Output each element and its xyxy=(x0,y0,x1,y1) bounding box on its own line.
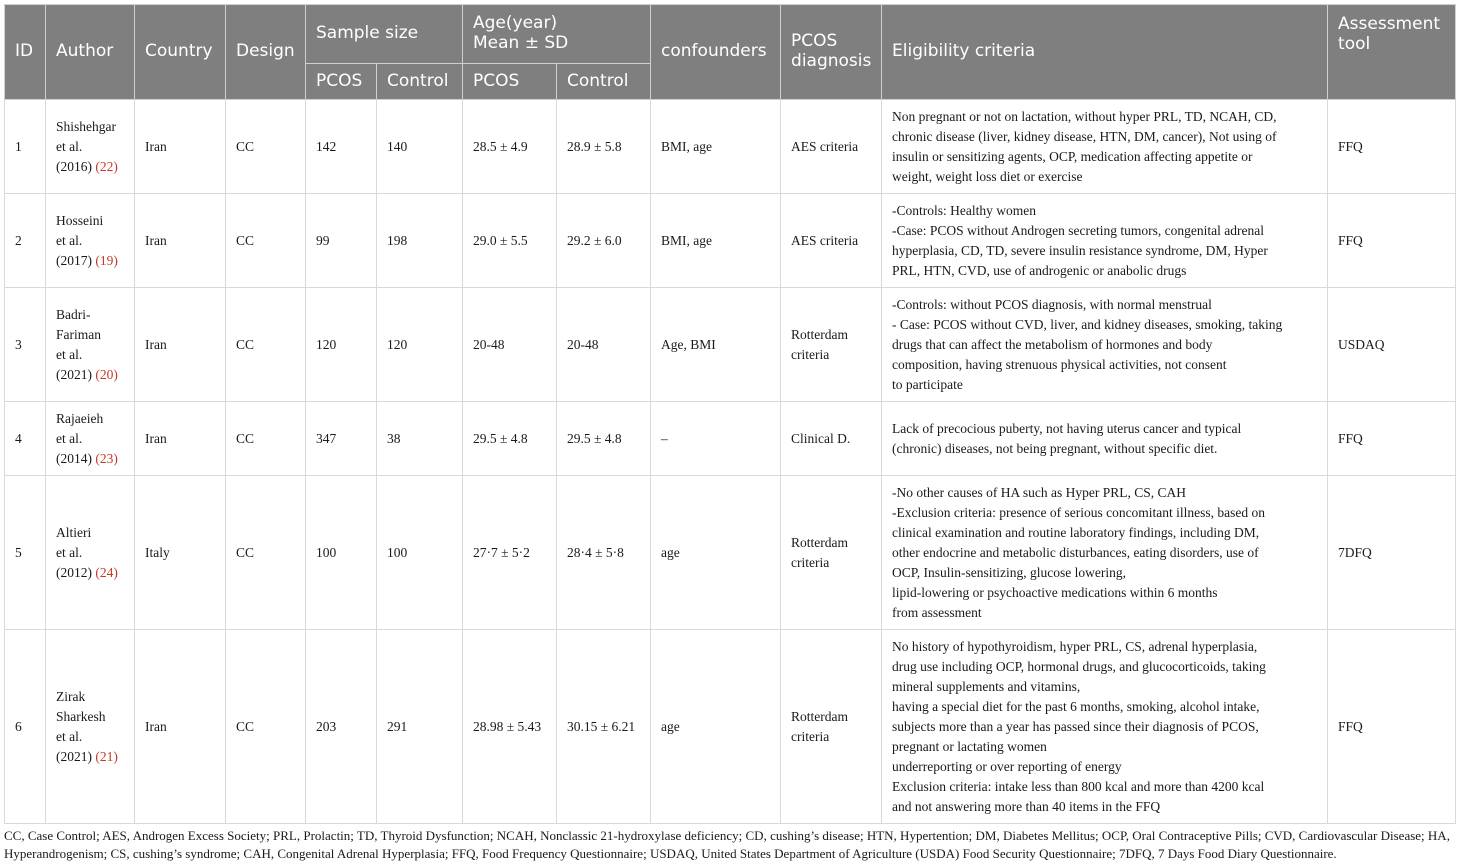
author-line xyxy=(56,687,124,707)
cell-age-control: 20-48 xyxy=(557,288,651,402)
diagnosis-line: Clinical D. xyxy=(791,430,851,446)
cell-pcos-diagnosis xyxy=(781,194,882,288)
cell-age-pcos: 29.0 ± 5.5 xyxy=(463,194,557,288)
author-text: Sharkesh xyxy=(56,708,106,724)
criteria-line: and not answering more than 40 items in the FFQ xyxy=(892,798,1161,814)
cell-design: CC xyxy=(226,100,306,194)
criteria-line: -Controls: Healthy women xyxy=(892,202,1037,218)
table-row xyxy=(5,476,1456,630)
criteria-line: hyperplasia, CD, TD, severe insulin resistance syndrome, DM, Hyper xyxy=(892,242,1268,258)
cell-country: Italy xyxy=(135,476,226,630)
col-header-id: ID xyxy=(5,5,46,100)
reference-link[interactable]: (24) xyxy=(95,564,118,580)
cell-assessment-tool: FFQ xyxy=(1328,402,1456,476)
diagnosis-line: Rotterdam xyxy=(791,326,849,342)
author-line xyxy=(56,523,124,543)
cell-eligibility xyxy=(882,476,1328,630)
cell-id: 3 xyxy=(5,288,46,402)
author-text: Zirak xyxy=(56,688,86,704)
criteria-line: subjects more than a year has passed since their diagnosis of PCOS, xyxy=(892,718,1259,734)
col-header-sample-size: Sample size xyxy=(306,5,463,64)
table-row xyxy=(5,402,1456,476)
criteria-line: lipid-lowering or psychoactive medications within 6 months xyxy=(892,584,1218,600)
author-text: (2014) xyxy=(56,450,92,466)
criteria-line: - Case: PCOS without CVD, liver, and kidney diseases, smoking, taking xyxy=(892,316,1283,332)
author-line xyxy=(56,305,124,325)
criteria-line: chronic disease (liver, kidney disease, HTN, DM, cancer), Not using of xyxy=(892,128,1277,144)
cell-age-control: 30.15 ± 6.21 xyxy=(557,630,651,824)
cell-sample-pcos: 99 xyxy=(306,194,377,288)
criteria-line: -Exclusion criteria: presence of serious concomitant illness, based on xyxy=(892,504,1266,520)
col-header-age-control: Control xyxy=(557,64,651,100)
diagnosis-line: Rotterdam xyxy=(791,534,849,550)
diagnosis-line: criteria xyxy=(791,554,830,570)
author-line xyxy=(56,747,124,767)
cell-country: Iran xyxy=(135,630,226,824)
cell-author xyxy=(46,288,135,402)
criteria-line: -Case: PCOS without Androgen secreting tumors, congenital adrenal xyxy=(892,222,1264,238)
author-line xyxy=(56,409,124,429)
criteria-line: drug use including OCP, hormonal drugs, and glucocorticoids, taking xyxy=(892,658,1266,674)
cell-assessment-tool: 7DFQ xyxy=(1328,476,1456,630)
criteria-line: from assessment xyxy=(892,604,982,620)
cell-sample-pcos: 100 xyxy=(306,476,377,630)
cell-age-pcos: 29.5 ± 4.8 xyxy=(463,402,557,476)
col-header-sample-pcos: PCOS xyxy=(306,64,377,100)
cell-assessment-tool: FFQ xyxy=(1328,630,1456,824)
cell-author xyxy=(46,100,135,194)
cell-author xyxy=(46,476,135,630)
criteria-line: -Controls: without PCOS diagnosis, with normal menstrual xyxy=(892,296,1212,312)
diagnosis-line: criteria xyxy=(791,346,830,362)
author-line xyxy=(56,543,124,563)
cell-age-pcos: 28.98 ± 5.43 xyxy=(463,630,557,824)
cell-country: Iran xyxy=(135,402,226,476)
table-row xyxy=(5,100,1456,194)
diag-header-line1: PCOS xyxy=(791,31,838,52)
author-text: (2017) xyxy=(56,252,92,268)
cell-age-control: 29.2 ± 6.0 xyxy=(557,194,651,288)
cell-id: 2 xyxy=(5,194,46,288)
cell-id: 1 xyxy=(5,100,46,194)
cell-pcos-diagnosis xyxy=(781,288,882,402)
diagnosis-line: criteria xyxy=(791,728,830,744)
cell-eligibility xyxy=(882,630,1328,824)
col-header-age-pcos: PCOS xyxy=(463,64,557,100)
col-header-confounders: confounders xyxy=(651,5,781,100)
criteria-line: weight, weight loss diet or exercise xyxy=(892,168,1083,184)
cell-country: Iran xyxy=(135,194,226,288)
cell-age-pcos: 20-48 xyxy=(463,288,557,402)
cell-confounders: BMI, age xyxy=(651,100,781,194)
author-text: Badri- xyxy=(56,306,91,322)
author-line xyxy=(56,211,124,231)
cell-sample-pcos: 142 xyxy=(306,100,377,194)
reference-link[interactable]: (19) xyxy=(95,252,118,268)
criteria-line: mineral supplements and vitamins, xyxy=(892,678,1081,694)
author-text: et al. xyxy=(56,728,83,744)
criteria-line: No history of hypothyroidism, hyper PRL, CS, adrenal hyperplasia, xyxy=(892,638,1258,654)
author-text: Fariman xyxy=(56,326,101,342)
cell-eligibility xyxy=(882,288,1328,402)
cell-sample-control: 120 xyxy=(377,288,463,402)
author-text: Hosseini xyxy=(56,212,104,228)
author-text: et al. xyxy=(56,346,83,362)
author-text: (2016) xyxy=(56,158,92,174)
author-line xyxy=(56,429,124,449)
diagnosis-line: Rotterdam xyxy=(791,708,849,724)
col-header-eligibility: Eligibility criteria xyxy=(882,5,1328,100)
criteria-line: Exclusion criteria: intake less than 800 kcal and more than 4200 kcal xyxy=(892,778,1265,794)
cell-design: CC xyxy=(226,194,306,288)
author-text: Altieri xyxy=(56,524,92,540)
cell-confounders: BMI, age xyxy=(651,194,781,288)
criteria-line: having a special diet for the past 6 months, smoking, alcohol intake, xyxy=(892,698,1260,714)
cell-confounders: – xyxy=(651,402,781,476)
cell-age-control: 28.9 ± 5.8 xyxy=(557,100,651,194)
reference-link[interactable]: (20) xyxy=(95,366,118,382)
criteria-line: clinical examination and routine laboratory findings, including DM, xyxy=(892,524,1260,540)
author-line xyxy=(56,117,124,137)
author-text: et al. xyxy=(56,544,83,560)
table-row xyxy=(5,288,1456,402)
cell-id: 6 xyxy=(5,630,46,824)
cell-sample-control: 100 xyxy=(377,476,463,630)
cell-sample-control: 38 xyxy=(377,402,463,476)
cell-design: CC xyxy=(226,630,306,824)
cell-assessment-tool: FFQ xyxy=(1328,100,1456,194)
author-text: (2012) xyxy=(56,564,92,580)
criteria-line: underreporting or over reporting of energy xyxy=(892,758,1122,774)
cell-assessment-tool: FFQ xyxy=(1328,194,1456,288)
criteria-line: drugs that can affect the metabolism of hormones and body xyxy=(892,336,1213,352)
cell-age-control: 28·4 ± 5·8 xyxy=(557,476,651,630)
cell-pcos-diagnosis xyxy=(781,100,882,194)
author-line xyxy=(56,365,124,385)
cell-sample-control: 140 xyxy=(377,100,463,194)
cell-eligibility xyxy=(882,402,1328,476)
cell-age-pcos: 27·7 ± 5·2 xyxy=(463,476,557,630)
cell-sample-pcos: 347 xyxy=(306,402,377,476)
author-line xyxy=(56,449,124,469)
cell-country: Iran xyxy=(135,100,226,194)
reference-link[interactable]: (21) xyxy=(95,748,118,764)
diag-header-line2: diagnosis xyxy=(791,51,872,71)
criteria-line: Lack of precocious puberty, not having uterus cancer and typical xyxy=(892,420,1242,436)
author-line xyxy=(56,251,124,271)
author-text: (2021) xyxy=(56,748,92,764)
col-header-age xyxy=(463,5,651,64)
cell-confounders: age xyxy=(651,476,781,630)
cell-author xyxy=(46,402,135,476)
tool-header-line2: tool xyxy=(1338,33,1371,54)
cell-eligibility xyxy=(882,194,1328,288)
author-line xyxy=(56,727,124,747)
age-header-line1: Age(year) xyxy=(473,13,558,34)
cell-sample-control: 291 xyxy=(377,630,463,824)
criteria-line: OCP, Insulin-sensitizing, glucose lowering, xyxy=(892,564,1127,580)
criteria-line: -No other causes of HA such as Hyper PRL, CS, CAH xyxy=(892,484,1186,500)
criteria-line: insulin or sensitizing agents, OCP, medication affecting appetite or xyxy=(892,148,1253,164)
author-line xyxy=(56,563,124,583)
criteria-line: composition, having strenuous physical activities, not consent xyxy=(892,356,1227,372)
cell-author xyxy=(46,630,135,824)
cell-design: CC xyxy=(226,476,306,630)
author-text: Shishehgar xyxy=(56,118,116,134)
cell-assessment-tool: USDAQ xyxy=(1328,288,1456,402)
col-header-sample-control: Control xyxy=(377,64,463,100)
col-header-author: Author xyxy=(46,5,135,100)
cell-author xyxy=(46,194,135,288)
author-line xyxy=(56,707,124,727)
cell-age-pcos: 28.5 ± 4.9 xyxy=(463,100,557,194)
table-body xyxy=(5,100,1456,824)
diagnosis-line: AES criteria xyxy=(791,138,859,154)
table-row xyxy=(5,194,1456,288)
criteria-line: other endocrine and metabolic disturbances, eating disorders, use of xyxy=(892,544,1259,560)
author-text: et al. xyxy=(56,430,83,446)
col-header-design: Design xyxy=(226,5,306,100)
col-header-country: Country xyxy=(135,5,226,100)
author-text: (2021) xyxy=(56,366,92,382)
cell-eligibility xyxy=(882,100,1328,194)
cell-design: CC xyxy=(226,288,306,402)
author-text: Rajaeieh xyxy=(56,410,104,426)
criteria-line: PRL, HTN, CVD, use of androgenic or anabolic drugs xyxy=(892,262,1187,278)
criteria-line: pregnant or lactating women xyxy=(892,738,1047,754)
reference-link[interactable]: (22) xyxy=(95,158,118,174)
author-line xyxy=(56,157,124,177)
age-header-line2: Mean ± SD xyxy=(473,33,569,53)
studies-table xyxy=(4,4,1456,824)
header-row-top xyxy=(5,5,1456,64)
tool-header-line1: Assessment xyxy=(1338,14,1441,34)
cell-confounders: Age, BMI xyxy=(651,288,781,402)
cell-sample-pcos: 203 xyxy=(306,630,377,824)
cell-pcos-diagnosis xyxy=(781,402,882,476)
author-line xyxy=(56,325,124,345)
diagnosis-line: AES criteria xyxy=(791,232,859,248)
cell-id: 4 xyxy=(5,402,46,476)
criteria-line: Non pregnant or not on lactation, without hyper PRL, TD, NCAH, CD, xyxy=(892,108,1277,124)
author-line xyxy=(56,231,124,251)
author-text: et al. xyxy=(56,232,83,248)
table-row xyxy=(5,630,1456,824)
author-text: et al. xyxy=(56,138,83,154)
cell-design: CC xyxy=(226,402,306,476)
reference-link[interactable]: (23) xyxy=(95,450,118,466)
cell-pcos-diagnosis xyxy=(781,476,882,630)
cell-id: 5 xyxy=(5,476,46,630)
table-wrapper xyxy=(4,4,1456,824)
author-line xyxy=(56,345,124,365)
criteria-line: to participate xyxy=(892,376,963,392)
col-header-assessment-tool xyxy=(1328,5,1456,100)
cell-confounders: age xyxy=(651,630,781,824)
cell-sample-pcos: 120 xyxy=(306,288,377,402)
author-line xyxy=(56,137,124,157)
cell-age-control: 29.5 ± 4.8 xyxy=(557,402,651,476)
table-footnote: CC, Case Control; AES, Androgen Excess Society; PRL, Prolactin; TD, Thyroid Dysfunction; NCAH, Nonclassic 21-hydroxylase deficiency; CD, cushing’s disease; HTN, Hypertention; DM, Diabetes Mellitus; OCP, Oral Contraceptive Pills; CVD, Cardiovascular Disease; HA, Hyperandrogenism; CS, cushing’s syndrome; CAH, Congenital Adrenal Hyperplasia; FFQ, Food Frequency Questionnaire; USDAQ, United States Department of Agriculture (USDA) Food Security Questionnaire; 7DFQ, 7 Days Food Diary Questionnaire. xyxy=(4,828,1450,861)
cell-country: Iran xyxy=(135,288,226,402)
criteria-line: (chronic) diseases, not being pregnant, without specific diet. xyxy=(892,440,1218,456)
cell-sample-control: 198 xyxy=(377,194,463,288)
col-header-pcos-diagnosis xyxy=(781,5,882,100)
cell-pcos-diagnosis xyxy=(781,630,882,824)
